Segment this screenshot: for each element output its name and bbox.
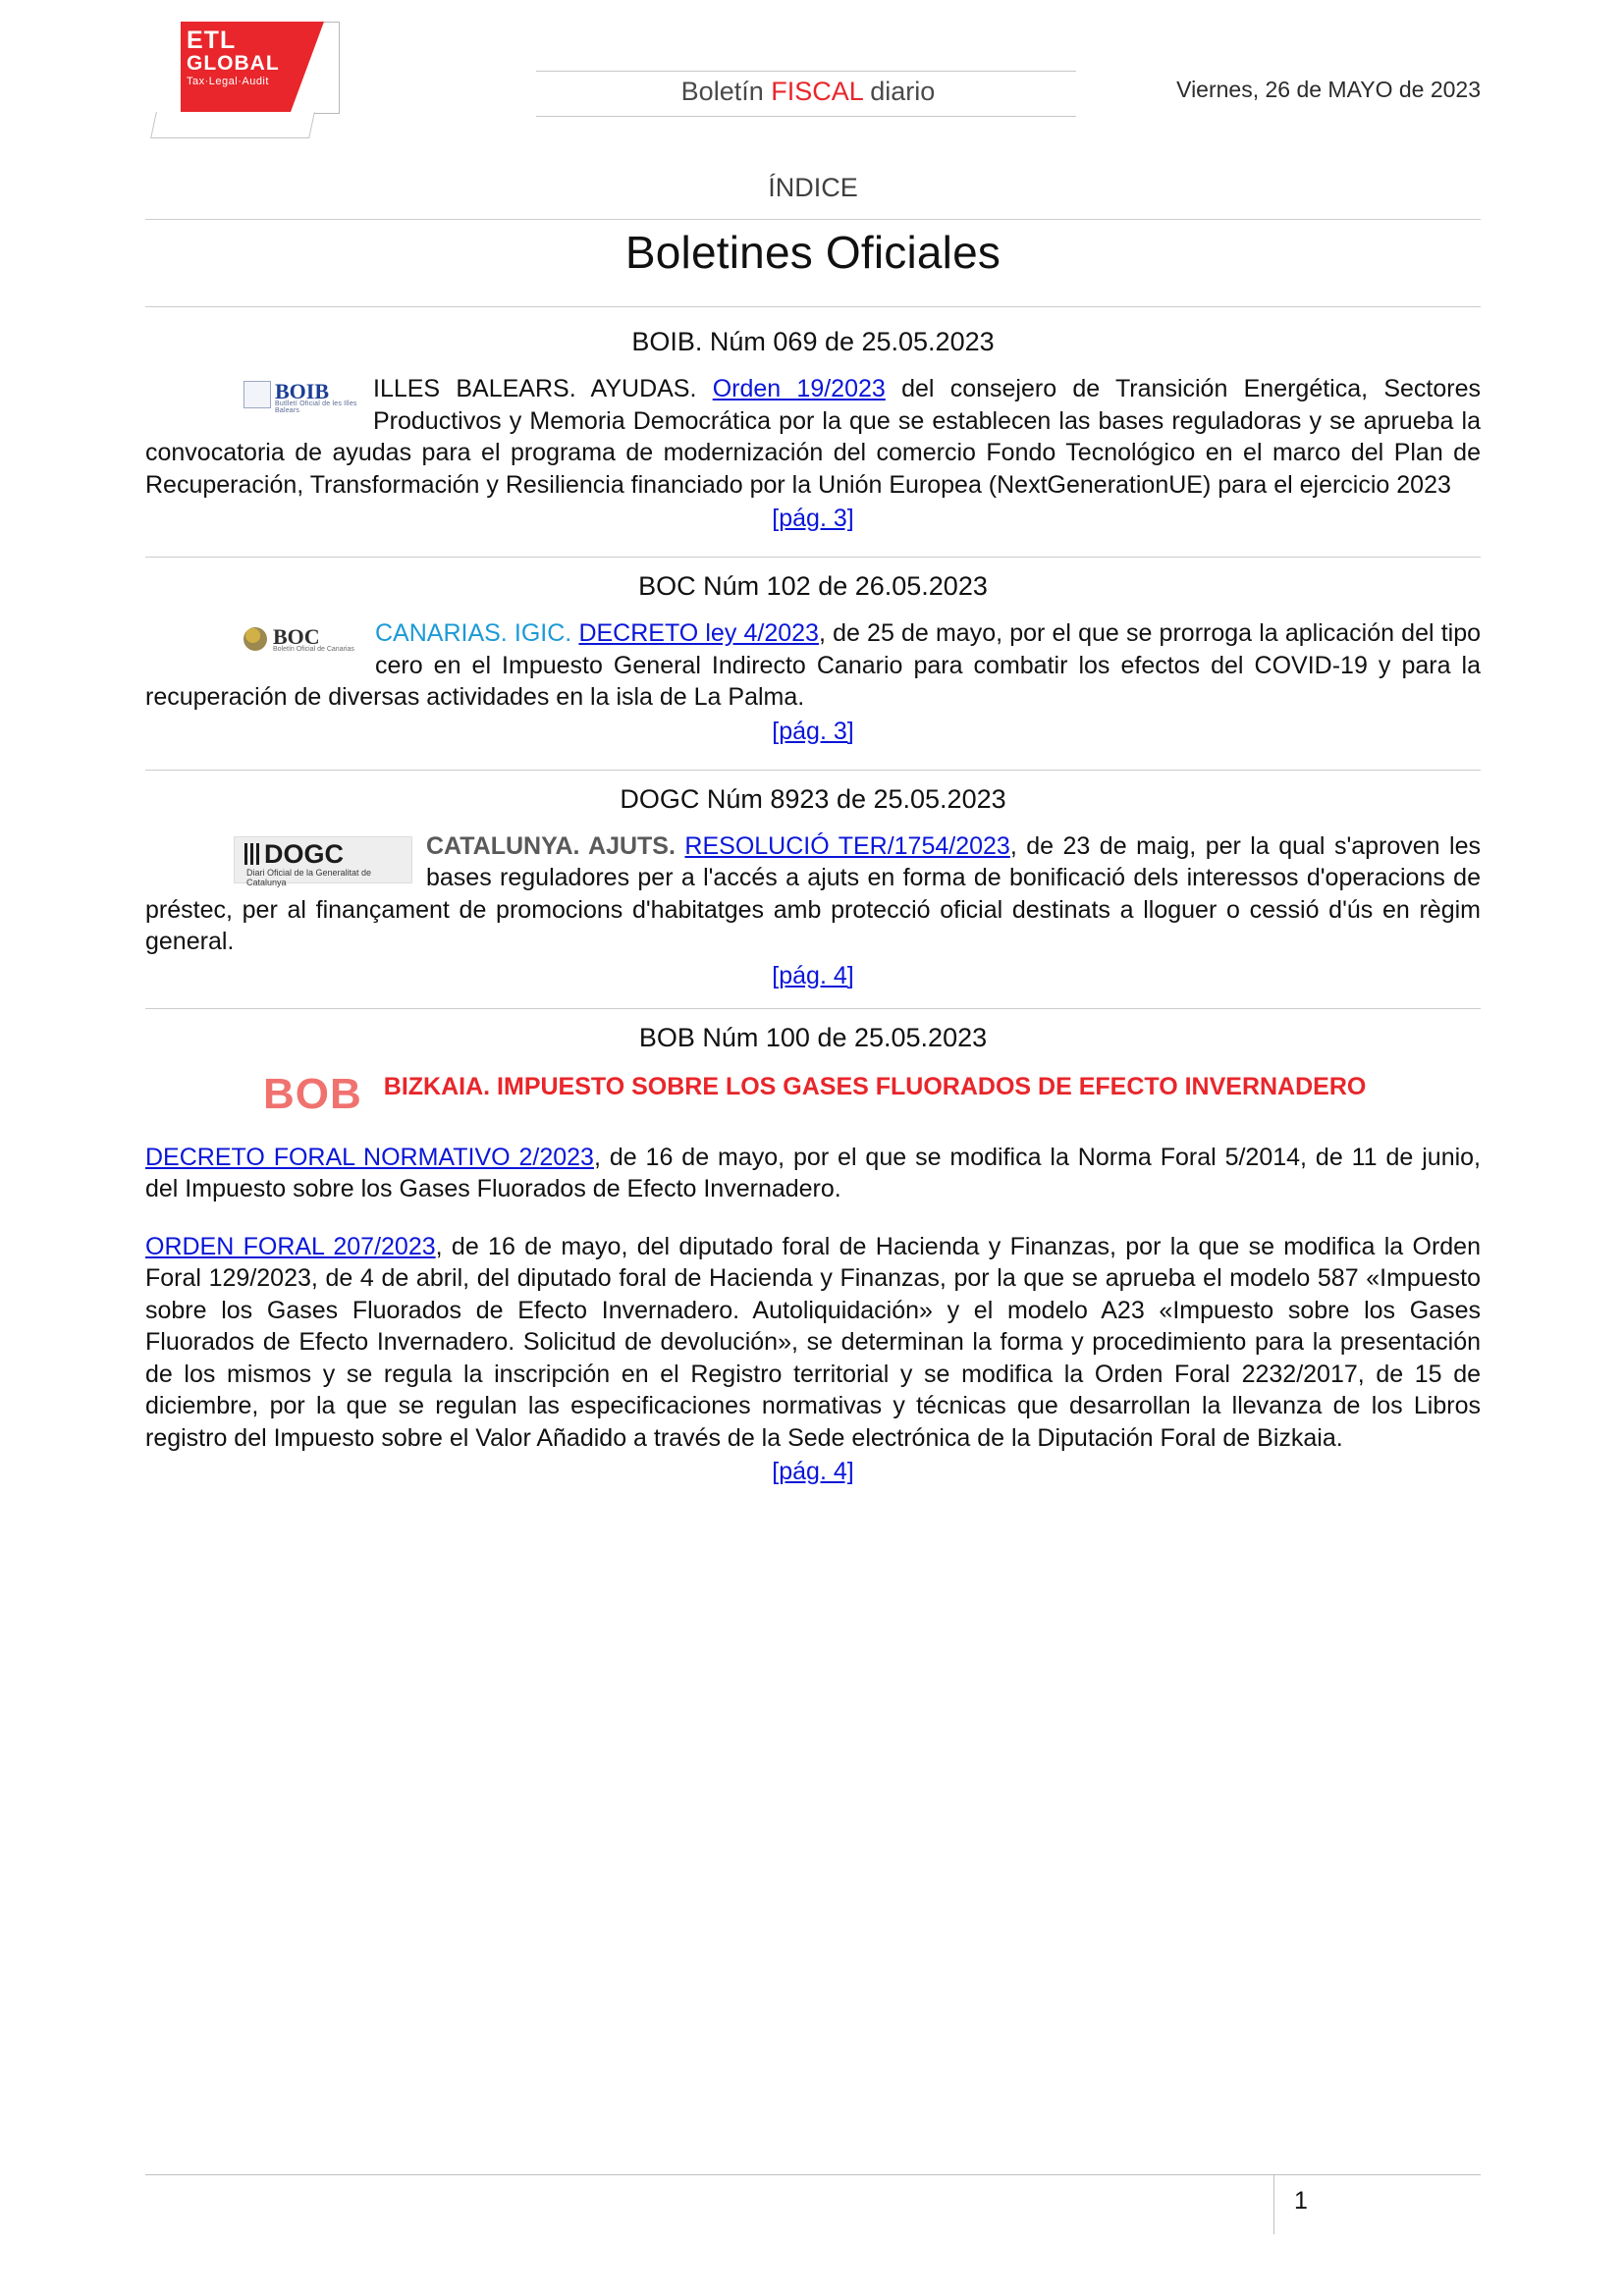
dogc-logo-text: DOGC	[264, 838, 344, 869]
section-heading-bob: BOB Núm 100 de 25.05.2023	[145, 1008, 1481, 1063]
masthead-suffix: diario	[862, 77, 936, 106]
bob-paragraph-1	[145, 1142, 1481, 1205]
bob-link-1[interactable]: DECRETO FORAL NORMATIVO 2/2023	[145, 1143, 594, 1171]
page-title: Boletines Oficiales	[624, 227, 1001, 278]
boc-body: , de 25 de mayo, por el que se prorroga la aplicación del tipo cero en el Impuesto General Indirecto Canario para combatir los efectos del COVID-19 y para la recuperación de diversas actividades en la isla de La Palma.	[145, 619, 1482, 711]
bob-body-1: , de 16 de mayo, por el que se modifica la Norma Foral 5/2014, de 11 de junio, del Impuesto sobre los Gases Fluorados de Efecto Invernadero.	[145, 1143, 1481, 1202]
dogc-body: , de 23 de maig, per la qual s'aproven les bases reguladores per a l'accés a ajuts en forma de bonificació dels interessos d'operacions de préstec, per al finançament de promocions d'habitatges amb protecció oficial destinats a lloguer o cessió d'ús en règim general.	[145, 831, 1482, 955]
masthead-rule-bottom	[536, 116, 1076, 117]
boc-logo-subtitle: Boletín Oficial de Canarias	[273, 646, 354, 653]
boc-page-ref-link[interactable]: [pág. 3]	[772, 717, 854, 745]
dogc-lead: CATALUNYA. AJUTS.	[426, 831, 676, 860]
section-dogc	[145, 830, 1481, 990]
page-header	[145, 0, 1481, 167]
bob-link-2[interactable]: ORDEN FORAL 207/2023	[145, 1232, 436, 1260]
bob-body-2: , de 16 de mayo, del diputado foral de Hacienda y Finanzas, por la que se modifica la Orden Foral 129/2023, de 4 de abril, del diputado foral de Hacienda y Finanzas, por la que se aprueba el modelo 587 «Impuesto sobre los Gases Fluorados de Efecto Invernadero. Autoliquidación» y el modelo A23 «Impuesto sobre los Gases Fluorados de Efecto Invernadero. Solicitud de devolución», se determinan la forma y procedimiento para la presentación de los mismos y se regula la inscripción en el Registro territorial y se modifica la Orden Foral 2232/2017, de 15 de diciembre, por la que se regulan las especificaciones normativas y técnicas que desarrollan la llevanza de los Libros registro del Impuesto sobre el Valor Añadido a través de la Sede electrónica de la Diputación Foral de Bizkaia.	[145, 1232, 1481, 1452]
masthead-rule-top	[536, 71, 1076, 72]
dogc-page-ref-link[interactable]: [pág. 4]	[772, 961, 854, 989]
boc-lead: CANARIAS. IGIC.	[375, 619, 572, 647]
boc-page-ref	[145, 718, 1481, 746]
section-heading-boc: BOC Núm 102 de 26.05.2023	[145, 557, 1481, 612]
footer-rule	[145, 2174, 1481, 2176]
boc-crest-icon	[244, 627, 267, 651]
dogc-link[interactable]: RESOLUCIÓ TER/1754/2023	[684, 831, 1010, 860]
boib-logo-subtitle: Butlletí Oficial de les Illes Balears	[275, 400, 357, 414]
bob-title: BIZKAIA. IMPUESTO SOBRE LOS GASES FLUORADOS DE EFECTO INVERNADERO	[383, 1072, 1367, 1100]
page-number: 1	[1294, 2187, 1308, 2215]
masthead-title	[533, 77, 1083, 107]
boib-logo-text: BOIB	[275, 379, 330, 403]
logo-text	[187, 27, 304, 88]
dogc-page-ref	[145, 962, 1481, 990]
boib-lead: ILLES BALEARS. AYUDAS.	[373, 375, 697, 402]
boib-page-ref-link[interactable]: [pág. 3]	[772, 505, 854, 532]
boc-logo-text: BOC	[273, 624, 320, 649]
bob-page-ref-link[interactable]: [pág. 4]	[772, 1458, 854, 1485]
section-boib	[145, 373, 1481, 539]
logo-tab-shape	[150, 112, 315, 138]
masthead-prefix: Boletín	[680, 77, 772, 106]
dogc-logo	[234, 836, 412, 887]
section-bob	[145, 1071, 1481, 1487]
logo-line-1: ETL	[187, 27, 237, 54]
bob-paragraph-2	[145, 1231, 1481, 1455]
section-heading-dogc: DOGC Núm 8923 de 25.05.2023	[145, 770, 1481, 825]
boib-body: del consejero de Transición Energética, Sectores Productivos y Memoria Democrática por la que se establecen las bases reguladoras y se aprueba la convocatoria de ayudas para el programa de modernización del comercio Fondo Tecnológico en el marco del Plan de Recuperación, Transformación y Resiliencia financiado por la Unión Europea (NextGenerationUE) para el ejercicio 2023	[145, 375, 1482, 499]
bob-logo: BOB	[263, 1069, 362, 1118]
bob-page-ref	[145, 1458, 1481, 1486]
dogc-bars-icon	[244, 843, 260, 865]
title-rule-bottom	[145, 306, 1481, 307]
masthead-accent: FISCAL	[771, 77, 863, 106]
boib-link[interactable]: Orden 19/2023	[712, 375, 886, 402]
document-date: Viernes, 26 de MAYO de 2023	[1176, 77, 1481, 102]
logo-line-2: GLOBAL	[187, 52, 280, 76]
boib-crest-icon	[244, 381, 271, 408]
section-heading-boib: BOIB. Núm 069 de 25.05.2023	[631, 327, 995, 356]
boc-link[interactable]: DECRETO ley 4/2023	[578, 619, 819, 647]
boc-logo	[244, 623, 361, 657]
section-boc	[145, 617, 1481, 752]
etl-global-logo	[135, 22, 396, 137]
boib-page-ref	[145, 505, 1481, 533]
boib-logo	[244, 379, 359, 412]
index-label: ÍNDICE	[768, 173, 858, 202]
footer-separator	[1273, 2175, 1274, 2234]
document-content	[145, 0, 1481, 1492]
dogc-logo-subtitle: Diari Oficial de la Generalitat de Catalunya	[246, 867, 372, 887]
logo-line-3: Tax·Legal·Audit	[187, 76, 269, 88]
